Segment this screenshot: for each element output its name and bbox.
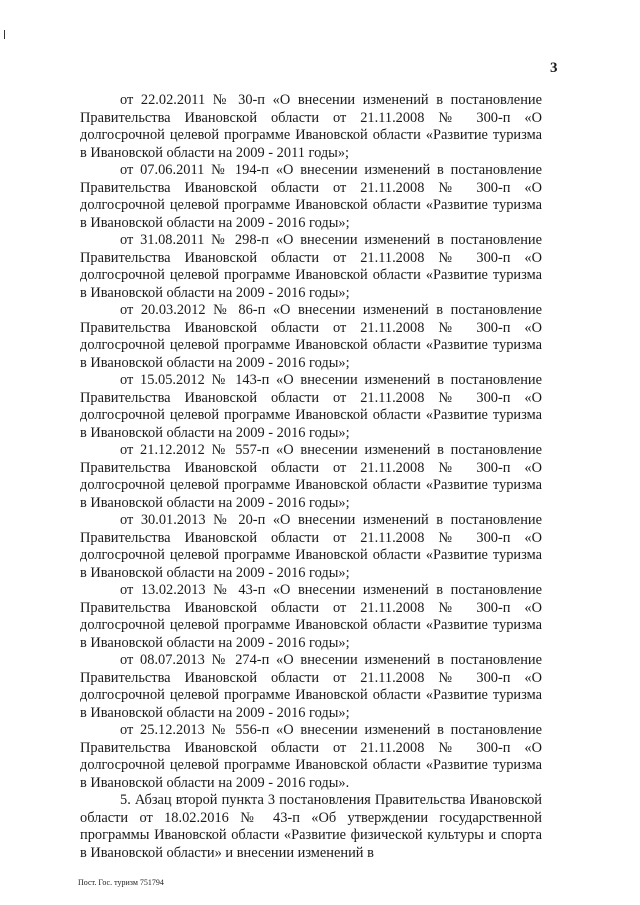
scan-corner-mark	[4, 30, 5, 39]
paragraph: от 25.12.2013 № 556-п «О внесении изменений в постановление Правительства Ивановской области от 21.11.2008 № 300-п «О долгосрочной целевой программе Ивановской области «Развитие туризма в Ивановской области на 2009 - 2016 годы».	[80, 722, 542, 791]
paragraph-item-5: 5. Абзац второй пункта 3 постановления Правительства Ивановской области от 18.02.2016 № 43-п «Об утверждении государственной программы Ивановской области «Развитие физической культуры и спорта в Ивановской области» и внесении изменений в	[80, 792, 542, 861]
paragraph: от 13.02.2013 № 43-п «О внесении изменений в постановление Правительства Ивановской области от 21.11.2008 № 300-п «О долгосрочной целевой программе Ивановской области «Развитие туризма в Ивановской области на 2009 - 2016 годы»;	[80, 582, 542, 651]
paragraph: от 30.01.2013 № 20-п «О внесении изменений в постановление Правительства Ивановской области от 21.11.2008 № 300-п «О долгосрочной целевой программе Ивановской области «Развитие туризма в Ивановской области на 2009 - 2016 годы»;	[80, 512, 542, 581]
paragraph: от 08.07.2013 № 274-п «О внесении изменений в постановление Правительства Ивановской области от 21.11.2008 № 300-п «О долгосрочной целевой программе Ивановской области «Развитие туризма в Ивановской области на 2009 - 2016 годы»;	[80, 652, 542, 721]
paragraph: от 20.03.2012 № 86-п «О внесении изменений в постановление Правительства Ивановской области от 21.11.2008 № 300-п «О долгосрочной целевой программе Ивановской области «Развитие туризма в Ивановской области на 2009 - 2016 годы»;	[80, 302, 542, 371]
paragraph: от 07.06.2011 № 194-п «О внесении изменений в постановление Правительства Ивановской области от 21.11.2008 № 300-п «О долгосрочной целевой программе Ивановской области «Развитие туризма в Ивановской области на 2009 - 2016 годы»;	[80, 162, 542, 231]
footer-file-reference: Пост. Гос. туризм 751794	[78, 878, 164, 887]
paragraph: от 22.02.2011 № 30-п «О внесении изменений в постановление Правительства Ивановской области от 21.11.2008 № 300-п «О долгосрочной целевой программе Ивановской области «Развитие туризма в Ивановской области на 2009 - 2011 годы»;	[80, 92, 542, 161]
paragraph: от 31.08.2011 № 298-п «О внесении изменений в постановление Правительства Ивановской области от 21.11.2008 № 300-п «О долгосрочной целевой программе Ивановской области «Развитие туризма в Ивановской области на 2009 - 2016 годы»;	[80, 232, 542, 301]
paragraph: от 21.12.2012 № 557-п «О внесении изменений в постановление Правительства Ивановской области от 21.11.2008 № 300-п «О долгосрочной целевой программе Ивановской области «Развитие туризма в Ивановской области на 2009 - 2016 годы»;	[80, 442, 542, 511]
page-number: 3	[550, 60, 558, 76]
paragraph: от 15.05.2012 № 143-п «О внесении изменений в постановление Правительства Ивановской области от 21.11.2008 № 300-п «О долгосрочной целевой программе Ивановской области «Развитие туризма в Ивановской области на 2009 - 2016 годы»;	[80, 372, 542, 441]
document-body	[80, 92, 542, 862]
